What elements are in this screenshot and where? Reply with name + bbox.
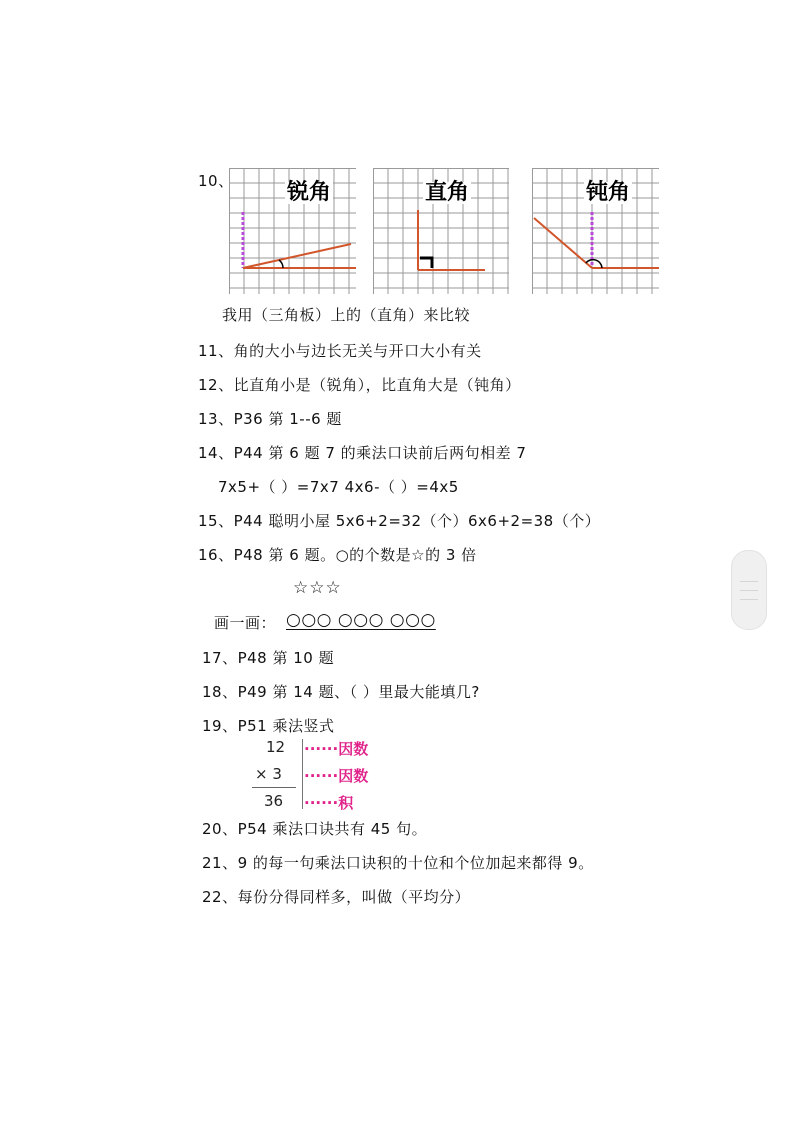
line-13: 13、P36 第 1--6 题 [198, 410, 342, 428]
draw-circles: ○○○ ○○○ ○○○ [286, 610, 436, 630]
right-angle-figure [373, 168, 509, 294]
acute-angle-title: 锐角 [287, 180, 332, 205]
acute-angle-figure [229, 168, 356, 294]
obtuse-angle-figure [532, 168, 659, 294]
line-14: 14、P44 第 6 题 7 的乘法口诀前后两句相差 7 [198, 444, 527, 462]
vertical-label-factor-2: ······因数 [304, 767, 369, 785]
line-17: 17、P48 第 10 题 [202, 649, 335, 667]
line-11: 11、角的大小与边长无关与开口大小有关 [198, 342, 482, 360]
obtuse-angle-title: 钝角 [586, 180, 631, 205]
right-angle-title: 直角 [425, 180, 470, 205]
line-12: 12、比直角小是（锐角），比直角大是（钝角） [198, 376, 521, 394]
vertical-multiplier: × 3 [255, 765, 282, 783]
draw-label: 画一画： [214, 614, 277, 632]
line-14-exercise: 7x5+（ ）=7x7 4x6-（ ）=4x5 [218, 478, 459, 496]
line-21: 21、9 的每一句乘法口诀积的十位和个位加起来都得 9。 [202, 854, 594, 872]
scroll-handle[interactable] [731, 550, 767, 630]
line-16: 16、P48 第 6 题。○的个数是☆的 3 倍 [198, 546, 477, 564]
stars-row: ☆☆☆ [293, 578, 342, 598]
line-22: 22、每份分得同样多，叫做（平均分） [202, 888, 471, 906]
vertical-bracket [302, 739, 303, 809]
vertical-result: 36 [264, 792, 284, 810]
q10-number: 10、 [198, 172, 234, 190]
line-20: 20、P54 乘法口诀共有 45 句。 [202, 820, 428, 838]
line-18: 18、P49 第 14 题、（ ）里最大能填几? [202, 683, 480, 701]
vertical-label-product: ······积 [304, 794, 354, 812]
vertical-top-number: 12 [266, 738, 286, 756]
line-19: 19、P51 乘法竖式 [202, 717, 335, 735]
vertical-rule [252, 787, 296, 788]
vertical-label-factor-1: ······因数 [304, 740, 369, 758]
line-15: 15、P44 聪明小屋 5x6+2=32（个）6x6+2=38（个） [198, 512, 601, 530]
q10-note: 我用（三角板）上的（直角）来比较 [222, 306, 471, 324]
